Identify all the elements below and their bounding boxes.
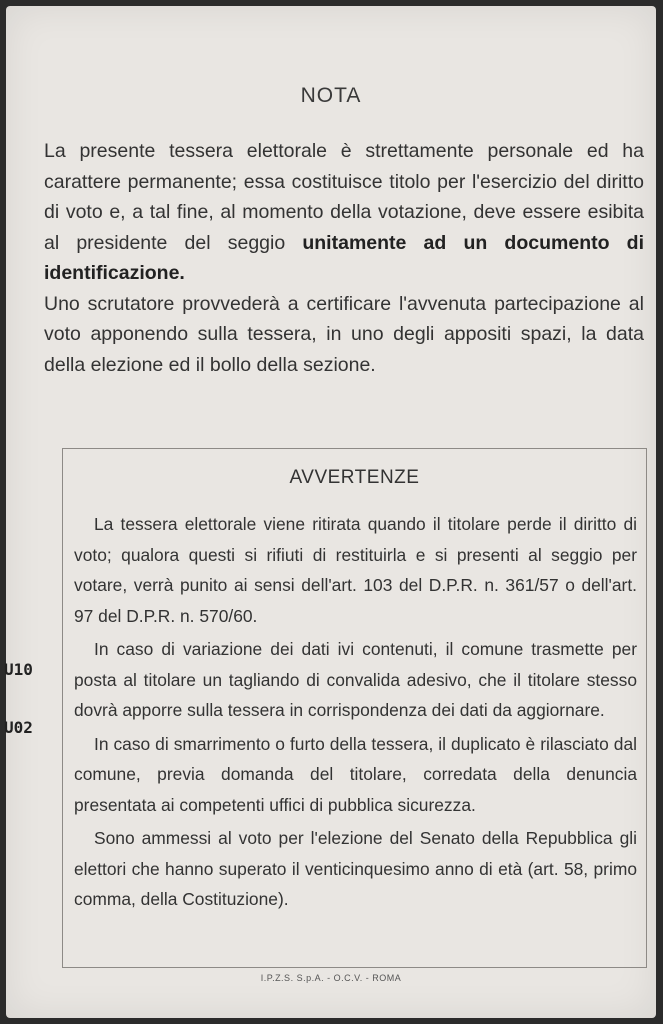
avvertenze-body (74, 509, 637, 918)
avvertenze-paragraph: La tessera elettorale viene ritirata quando il titolare perde il diritto di voto; qualora questi si rifiuti di restituirla e si presenti al seggio per votare, verrà punito ai sensi dell'art. 103 del D.P.R. n. 361/57 o dell'art. 97 del D.P.R. n. 570/60. (74, 514, 637, 626)
nota-paragraph-1-text: La presente tessera elettorale è strettamente personale ed ha carattere permanente; essa costituisce titolo per l'esercizio del diritto di voto e, a tal fine, al momento della votazione, deve essere esibita al presidente del seggio (44, 140, 644, 254)
nota-title: NOTA (300, 84, 362, 107)
avvertenze-box (62, 448, 647, 968)
avvertenze-paragraph: Sono ammessi al voto per l'elezione del Senato della Repubblica gli elettori che hanno superato il venticinquesimo anno di età (art. 58, primo comma, della Costituzione). (74, 828, 637, 909)
nota-paragraph-1-bold: unitamente ad un documento di identificazione. (44, 231, 644, 284)
printer-footer: I.P.Z.S. S.p.A. - O.C.V. - ROMA (260, 973, 402, 983)
avvertenze-paragraph: In caso di variazione dei dati ivi contenuti, il comune trasmette per posta al titolare un tagliando di convalida adesivo, che il titolare stesso dovrà apporre sulla tessera in corrispondenza dei dati da aggiornare. (74, 639, 637, 720)
side-code-u10: U10 (4, 660, 33, 679)
nota-text (44, 136, 644, 380)
avvertenze-title: AVVERTENZE (289, 467, 420, 488)
nota-paragraph-2: Uno scrutatore provvederà a certificare l'avvenuta partecipazione al voto apponendo sulla tessera, in uno degli appositi spazi, la data della elezione ed il bollo della sezione. (44, 292, 644, 376)
avvertenze-paragraph: In caso di smarrimento o furto della tessera, il duplicato è rilasciato dal comune, previa domanda del titolare, corredata della denuncia presentata ai competenti uffici di pubblica sicurezza. (74, 733, 637, 815)
electoral-card-back (6, 6, 656, 1018)
nota-paragraph-1 (44, 136, 644, 289)
side-code-u02: U02 (4, 718, 33, 737)
